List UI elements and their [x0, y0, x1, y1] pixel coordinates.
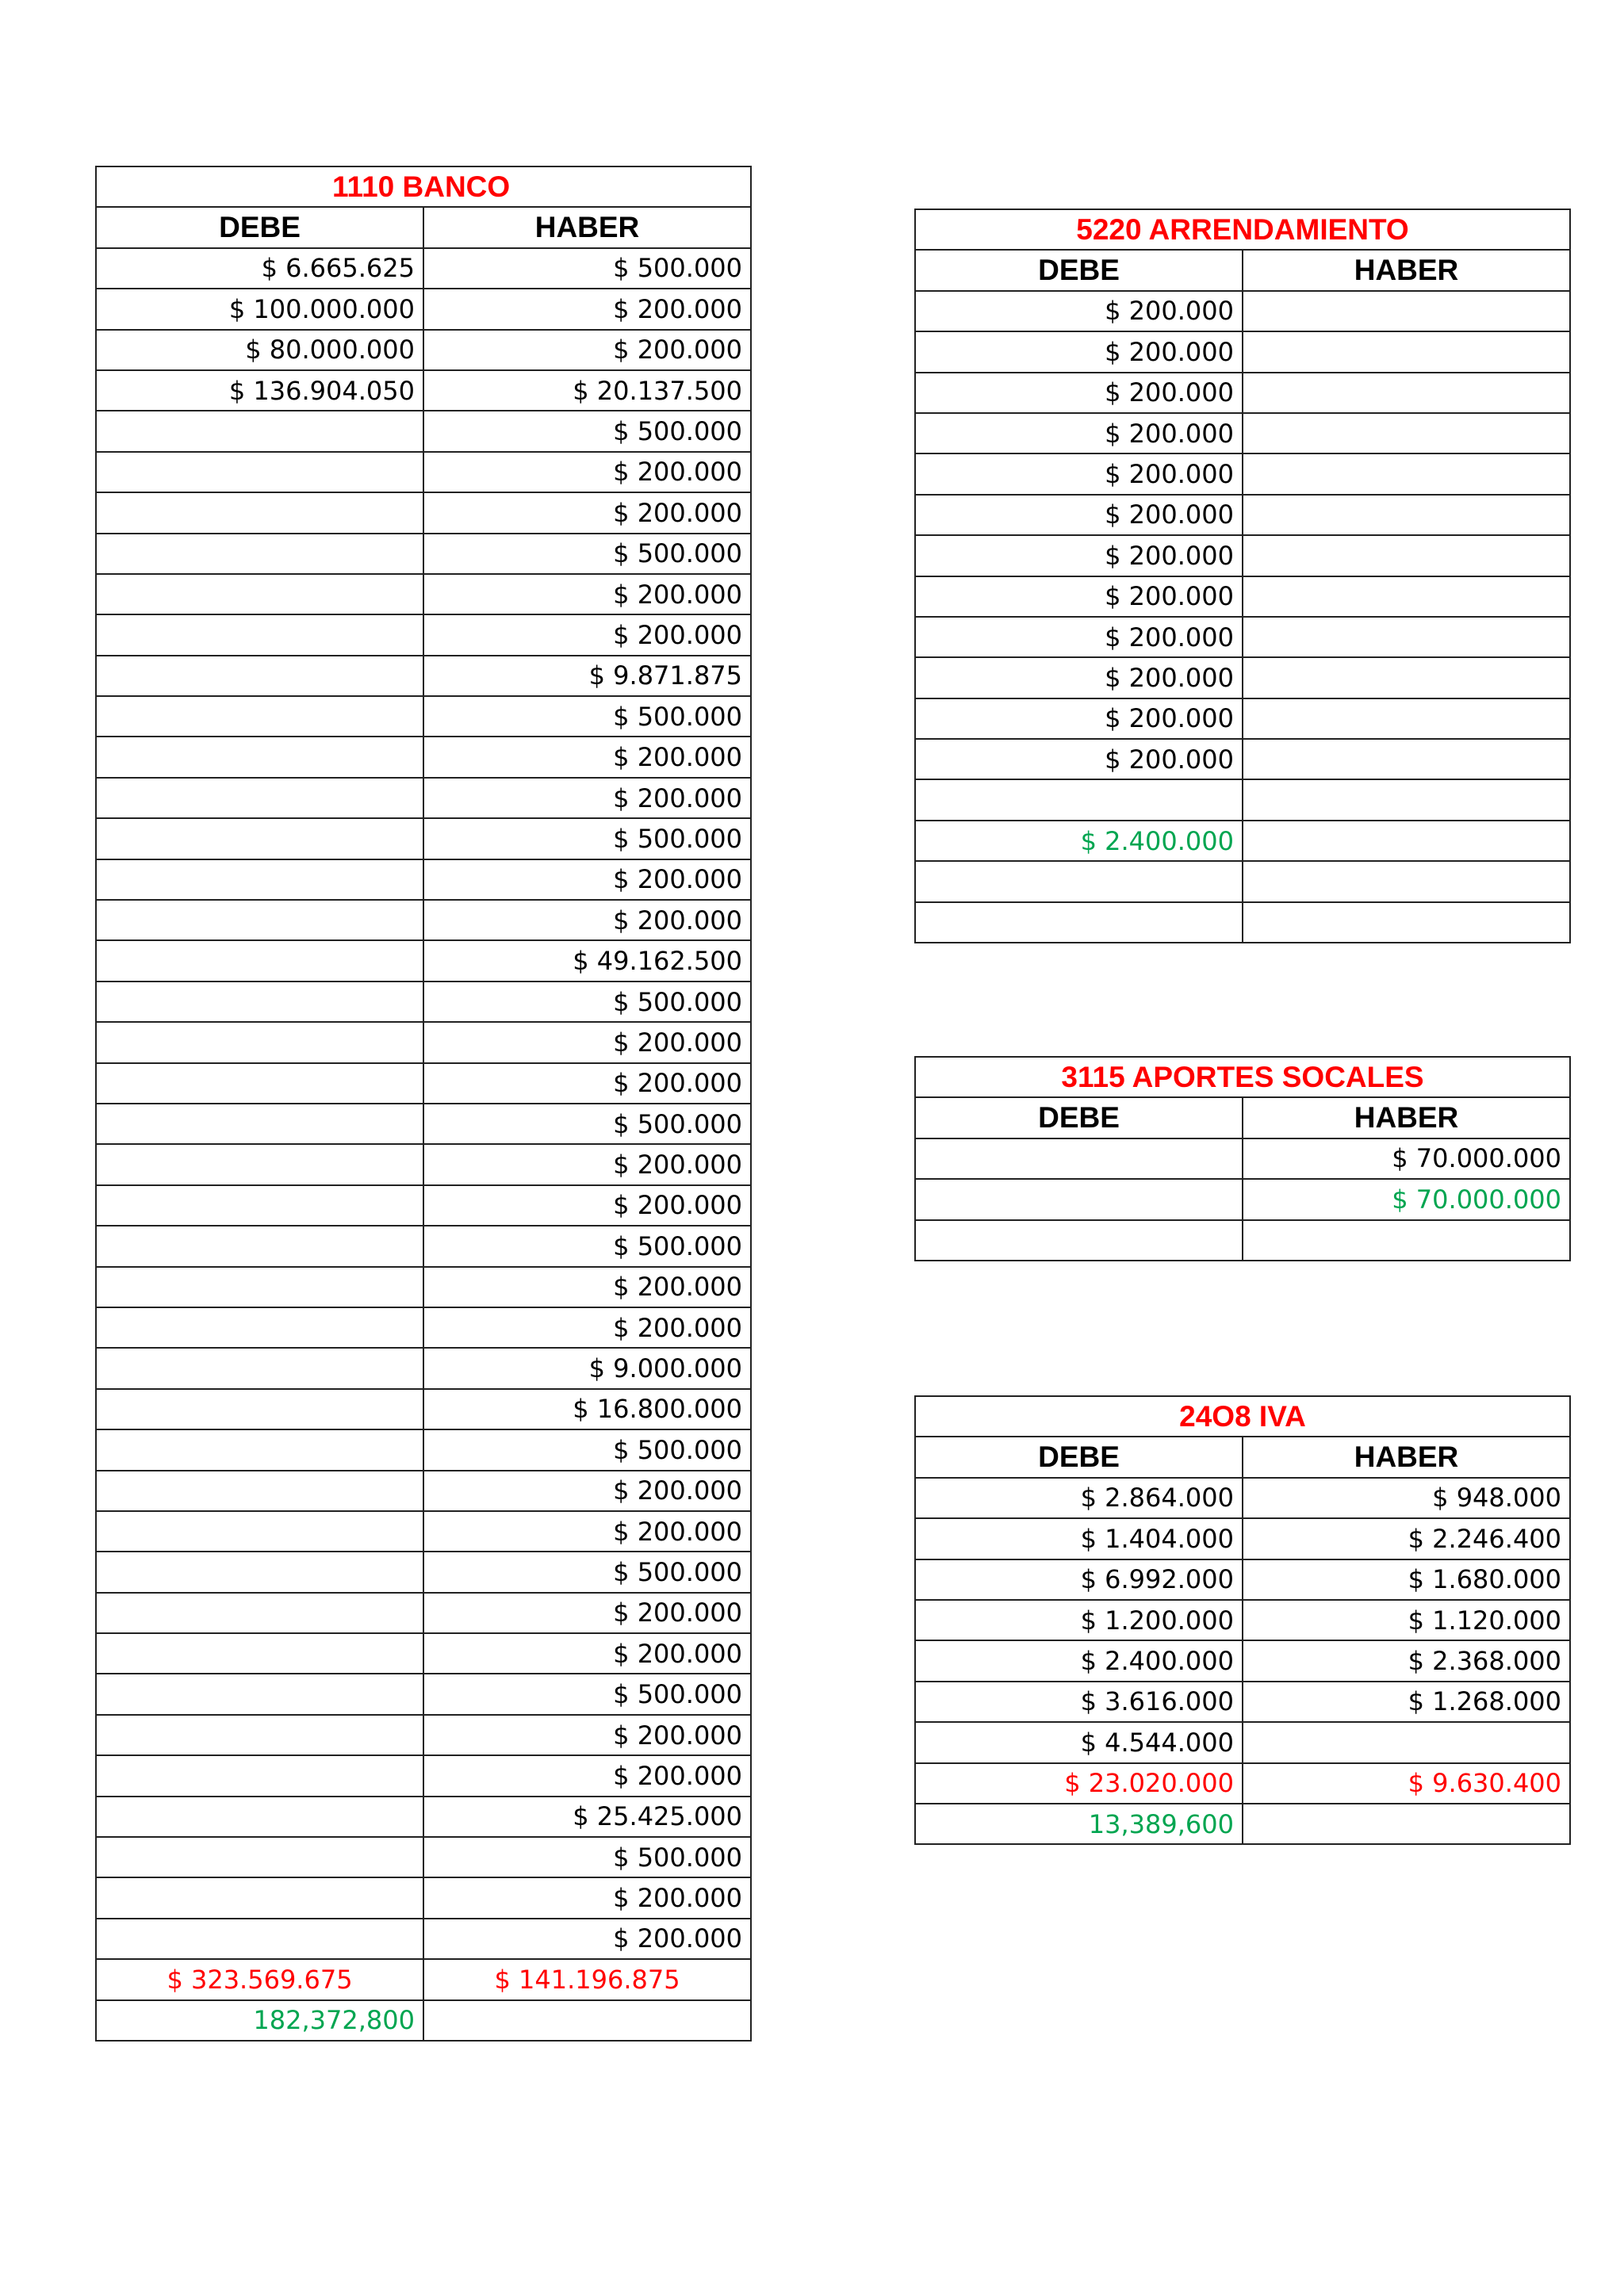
table-row	[96, 940, 751, 981]
ledger-cell-debe: $ 100.000.000	[96, 289, 423, 329]
iva-total-debe: $ 23.020.000	[915, 1763, 1243, 1804]
ledger-cell-debe: $ 6.992.000	[915, 1559, 1243, 1600]
ledger-cell-debe: $ 200.000	[915, 617, 1243, 657]
table-row	[915, 779, 1570, 820]
table-row	[96, 1471, 751, 1511]
table-row	[915, 535, 1570, 576]
ledger-cell-haber	[1243, 495, 1570, 535]
ledger-cell-haber: $ 500.000	[423, 696, 751, 737]
ledger-cell-debe	[96, 1877, 423, 1918]
table-row	[915, 453, 1570, 494]
table-row	[915, 1763, 1570, 1804]
ledger-cell-debe	[96, 737, 423, 777]
ledger-cell-debe: $ 200.000	[915, 453, 1243, 494]
table-row	[915, 902, 1570, 943]
table-row	[915, 1478, 1570, 1518]
table-row	[96, 1552, 751, 1592]
ledger-cell-haber: $ 500.000	[423, 982, 751, 1022]
ledger-cell-debe: $ 2.864.000	[915, 1478, 1243, 1518]
table-row	[96, 1307, 751, 1348]
table-row	[915, 739, 1570, 779]
ledger-cell-haber: $ 200.000	[423, 614, 751, 655]
ledger-cell-haber	[1243, 1804, 1570, 1844]
banco-debe-header: DEBE	[96, 207, 423, 247]
table-row	[96, 1755, 751, 1796]
aportes-debe-header: DEBE	[915, 1097, 1243, 1138]
ledger-cell-haber: $ 200.000	[423, 1063, 751, 1104]
table-row	[96, 859, 751, 900]
ledger-cell-debe	[96, 900, 423, 940]
table-row	[915, 413, 1570, 453]
table-row	[915, 1179, 1570, 1219]
ledger-cell-debe	[96, 1389, 423, 1429]
table-row	[96, 818, 751, 859]
table-row	[915, 373, 1570, 413]
ledger-cell-haber: $ 9.871.875	[423, 656, 751, 696]
ledger-cell-debe: $ 200.000	[915, 576, 1243, 617]
ledger-cell-debe	[96, 1755, 423, 1796]
table-row	[915, 291, 1570, 331]
table-row	[96, 1226, 751, 1266]
table-row	[96, 452, 751, 492]
ledger-cell-haber: $ 948.000	[1243, 1478, 1570, 1518]
ledger-cell-haber: $ 500.000	[423, 1674, 751, 1714]
ledger-cell-haber: $ 500.000	[423, 818, 751, 859]
table-row	[96, 1715, 751, 1755]
table-row	[96, 411, 751, 451]
ledger-cell-debe	[96, 411, 423, 451]
table-row	[96, 1877, 751, 1918]
ledger-cell-debe: $ 200.000	[915, 739, 1243, 779]
ledger-cell-haber	[1243, 1722, 1570, 1762]
table-row	[915, 657, 1570, 698]
ledger-cell-haber: $ 1.268.000	[1243, 1682, 1570, 1722]
ledger-cell-haber: $ 500.000	[423, 1552, 751, 1592]
table-row	[96, 614, 751, 655]
ledger-cell-debe: $ 1.200.000	[915, 1600, 1243, 1640]
ledger-cell-haber: $ 200.000	[423, 1144, 751, 1184]
ledger-cell-haber: $ 200.000	[423, 1022, 751, 1062]
ledger-cell-debe	[96, 1593, 423, 1633]
ledger-cell-haber	[1243, 331, 1570, 372]
ledger-cell-debe	[96, 696, 423, 737]
ledger-cell-debe	[96, 1429, 423, 1470]
arrendamiento-ledger	[914, 209, 1571, 943]
table-row	[96, 737, 751, 777]
banco-haber-header: HABER	[423, 207, 751, 247]
table-row	[96, 1348, 751, 1388]
aportes-balance: $ 70.000.000	[1243, 1179, 1570, 1219]
ledger-cell-haber: $ 200.000	[423, 330, 751, 370]
arrendamiento-title: 5220 ARRENDAMIENTO	[915, 209, 1570, 250]
table-row	[96, 1267, 751, 1307]
ledger-cell-haber: $ 1.680.000	[1243, 1559, 1570, 1600]
ledger-cell-debe	[96, 1552, 423, 1592]
ledger-cell-debe	[915, 902, 1243, 943]
table-row	[915, 698, 1570, 739]
table-row	[915, 1640, 1570, 1681]
ledger-cell-debe	[96, 492, 423, 533]
ledger-cell-debe: $ 200.000	[915, 291, 1243, 331]
ledger-cell-haber: $ 200.000	[423, 1511, 751, 1552]
ledger-cell-debe	[96, 1837, 423, 1877]
ledger-cell-haber: $ 9.000.000	[423, 1348, 751, 1388]
ledger-cell-haber	[1243, 291, 1570, 331]
ledger-cell-debe	[96, 1267, 423, 1307]
table-row	[96, 1633, 751, 1674]
table-row	[915, 1220, 1570, 1261]
ledger-cell-haber	[1243, 821, 1570, 861]
ledger-cell-debe	[96, 1797, 423, 1837]
table-row	[96, 1919, 751, 1959]
table-row	[96, 1022, 751, 1062]
banco-ledger	[95, 166, 752, 2042]
table-row	[96, 492, 751, 533]
ledger-cell-debe: $ 6.665.625	[96, 248, 423, 289]
ledger-cell-debe	[96, 452, 423, 492]
ledger-cell-debe	[96, 534, 423, 574]
ledger-cell-haber: $ 2.246.400	[1243, 1518, 1570, 1559]
ledger-cell-debe: $ 200.000	[915, 657, 1243, 698]
ledger-cell-haber: $ 500.000	[423, 1226, 751, 1266]
iva-balance: 13,389,600	[915, 1804, 1243, 1844]
table-row	[96, 289, 751, 329]
arrendamiento-debe-header: DEBE	[915, 250, 1243, 290]
table-row	[915, 1722, 1570, 1762]
arrendamiento-haber-header: HABER	[1243, 250, 1570, 290]
ledger-cell-haber: $ 200.000	[423, 1471, 751, 1511]
ledger-cell-debe	[96, 859, 423, 900]
table-row	[915, 861, 1570, 901]
table-row	[96, 1185, 751, 1226]
table-row	[96, 1593, 751, 1633]
ledger-cell-debe	[96, 1633, 423, 1674]
table-row	[96, 1674, 751, 1714]
ledger-cell-debe	[915, 1138, 1243, 1179]
ledger-cell-haber	[1243, 453, 1570, 494]
banco-total-debe: $ 323.569.675	[96, 1959, 423, 1999]
ledger-cell-debe	[96, 1674, 423, 1714]
ledger-cell-debe: $ 200.000	[915, 331, 1243, 372]
ledger-cell-debe: $ 200.000	[915, 373, 1243, 413]
ledger-cell-debe	[96, 1104, 423, 1144]
ledger-cell-debe	[915, 861, 1243, 901]
table-row	[96, 1429, 751, 1470]
ledger-cell-debe: $ 1.404.000	[915, 1518, 1243, 1559]
ledger-cell-haber	[1243, 576, 1570, 617]
table-row	[96, 370, 751, 411]
ledger-cell-debe	[96, 1226, 423, 1266]
ledger-cell-debe	[96, 1144, 423, 1184]
ledger-cell-debe	[96, 1919, 423, 1959]
table-row	[96, 534, 751, 574]
table-row	[915, 331, 1570, 372]
ledger-cell-debe: $ 3.616.000	[915, 1682, 1243, 1722]
ledger-cell-haber: $ 200.000	[423, 1267, 751, 1307]
ledger-cell-haber: $ 200.000	[423, 1755, 751, 1796]
ledger-cell-debe	[915, 1179, 1243, 1219]
table-row	[915, 1559, 1570, 1600]
ledger-cell-haber: $ 500.000	[423, 1429, 751, 1470]
table-row	[96, 330, 751, 370]
ledger-cell-debe	[96, 940, 423, 981]
ledger-cell-haber: $ 16.800.000	[423, 1389, 751, 1429]
ledger-cell-haber	[1243, 657, 1570, 698]
iva-total-haber: $ 9.630.400	[1243, 1763, 1570, 1804]
ledger-cell-debe: $ 4.544.000	[915, 1722, 1243, 1762]
ledger-cell-haber	[1243, 861, 1570, 901]
ledger-cell-haber: $ 500.000	[423, 534, 751, 574]
iva-title: 24O8 IVA	[915, 1396, 1570, 1437]
iva-ledger	[914, 1395, 1571, 1845]
ledger-cell-haber: $ 20.137.500	[423, 370, 751, 411]
table-row	[96, 2000, 751, 2041]
ledger-cell-debe	[96, 778, 423, 818]
ledger-cell-debe	[96, 1063, 423, 1104]
ledger-cell-haber: $ 200.000	[423, 1307, 751, 1348]
ledger-cell-debe	[96, 1307, 423, 1348]
table-row	[96, 574, 751, 614]
ledger-cell-debe: $ 200.000	[915, 413, 1243, 453]
table-row	[96, 1797, 751, 1837]
iva-haber-header: HABER	[1243, 1437, 1570, 1477]
table-row	[96, 656, 751, 696]
ledger-cell-haber	[1243, 698, 1570, 739]
table-row	[915, 495, 1570, 535]
ledger-cell-debe: $ 2.400.000	[915, 1640, 1243, 1681]
ledger-cell-haber: $ 500.000	[423, 1104, 751, 1144]
table-row	[96, 900, 751, 940]
ledger-cell-haber: $ 200.000	[423, 1919, 751, 1959]
ledger-cell-debe: $ 80.000.000	[96, 330, 423, 370]
table-row	[915, 1600, 1570, 1640]
ledger-cell-debe: $ 200.000	[915, 495, 1243, 535]
ledger-cell-haber: $ 200.000	[423, 1877, 751, 1918]
banco-title: 1110 BANCO	[96, 166, 751, 207]
table-row	[915, 1682, 1570, 1722]
ledger-cell-haber	[423, 2000, 751, 2041]
ledger-cell-debe	[96, 1471, 423, 1511]
arrendamiento-balance: $ 2.400.000	[915, 821, 1243, 861]
table-row	[96, 982, 751, 1022]
ledger-cell-haber	[1243, 617, 1570, 657]
ledger-cell-haber: $ 500.000	[423, 411, 751, 451]
ledger-cell-debe	[96, 1348, 423, 1388]
ledger-cell-haber	[1243, 373, 1570, 413]
ledger-cell-haber: $ 200.000	[423, 1715, 751, 1755]
ledger-cell-haber: $ 200.000	[423, 737, 751, 777]
table-row	[96, 1837, 751, 1877]
ledger-cell-haber: $ 200.000	[423, 1593, 751, 1633]
table-row	[915, 1138, 1570, 1179]
aportes-title: 3115 APORTES SOCALES	[915, 1057, 1570, 1097]
ledger-cell-haber: $ 25.425.000	[423, 1797, 751, 1837]
ledger-cell-haber	[1243, 413, 1570, 453]
table-row	[96, 1063, 751, 1104]
banco-balance: 182,372,800	[96, 2000, 423, 2041]
table-row	[915, 576, 1570, 617]
table-row	[915, 821, 1570, 861]
ledger-cell-debe	[96, 574, 423, 614]
table-row	[96, 1104, 751, 1144]
table-row	[96, 1959, 751, 1999]
table-row	[96, 1144, 751, 1184]
ledger-cell-haber: $ 200.000	[423, 778, 751, 818]
ledger-cell-debe	[96, 982, 423, 1022]
table-row	[915, 1518, 1570, 1559]
ledger-cell-haber	[1243, 779, 1570, 820]
ledger-cell-haber: $ 2.368.000	[1243, 1640, 1570, 1681]
ledger-cell-haber	[1243, 535, 1570, 576]
ledger-cell-debe: $ 200.000	[915, 698, 1243, 739]
ledger-cell-debe	[96, 656, 423, 696]
ledger-cell-haber: $ 500.000	[423, 248, 751, 289]
ledger-cell-haber	[1243, 902, 1570, 943]
ledger-cell-debe	[915, 1220, 1243, 1261]
table-row	[96, 1389, 751, 1429]
ledger-cell-haber: $ 200.000	[423, 452, 751, 492]
ledger-cell-haber: $ 200.000	[423, 1185, 751, 1226]
ledger-cell-debe: $ 200.000	[915, 535, 1243, 576]
ledger-cell-debe	[915, 779, 1243, 820]
ledger-cell-haber: $ 70.000.000	[1243, 1138, 1570, 1179]
ledger-cell-debe	[96, 1715, 423, 1755]
ledger-cell-haber: $ 200.000	[423, 289, 751, 329]
ledger-cell-haber: $ 1.120.000	[1243, 1600, 1570, 1640]
table-row	[96, 696, 751, 737]
table-row	[915, 617, 1570, 657]
table-row	[96, 778, 751, 818]
ledger-cell-debe	[96, 1022, 423, 1062]
ledger-cell-haber: $ 200.000	[423, 492, 751, 533]
iva-debe-header: DEBE	[915, 1437, 1243, 1477]
ledger-cell-haber: $ 200.000	[423, 900, 751, 940]
ledger-cell-debe	[96, 614, 423, 655]
aportes-haber-header: HABER	[1243, 1097, 1570, 1138]
ledger-cell-haber: $ 200.000	[423, 1633, 751, 1674]
table-row	[96, 248, 751, 289]
ledger-cell-debe	[96, 1511, 423, 1552]
banco-total-haber: $ 141.196.875	[423, 1959, 751, 1999]
ledger-cell-haber: $ 200.000	[423, 574, 751, 614]
table-row	[915, 1804, 1570, 1844]
ledger-cell-debe	[96, 818, 423, 859]
table-row	[96, 1511, 751, 1552]
ledger-cell-haber: $ 500.000	[423, 1837, 751, 1877]
ledger-cell-haber	[1243, 1220, 1570, 1261]
ledger-cell-debe	[96, 1185, 423, 1226]
ledger-cell-haber	[1243, 739, 1570, 779]
ledger-cell-haber: $ 200.000	[423, 859, 751, 900]
ledger-cell-haber: $ 49.162.500	[423, 940, 751, 981]
aportes-ledger	[914, 1056, 1571, 1261]
ledger-cell-debe: $ 136.904.050	[96, 370, 423, 411]
